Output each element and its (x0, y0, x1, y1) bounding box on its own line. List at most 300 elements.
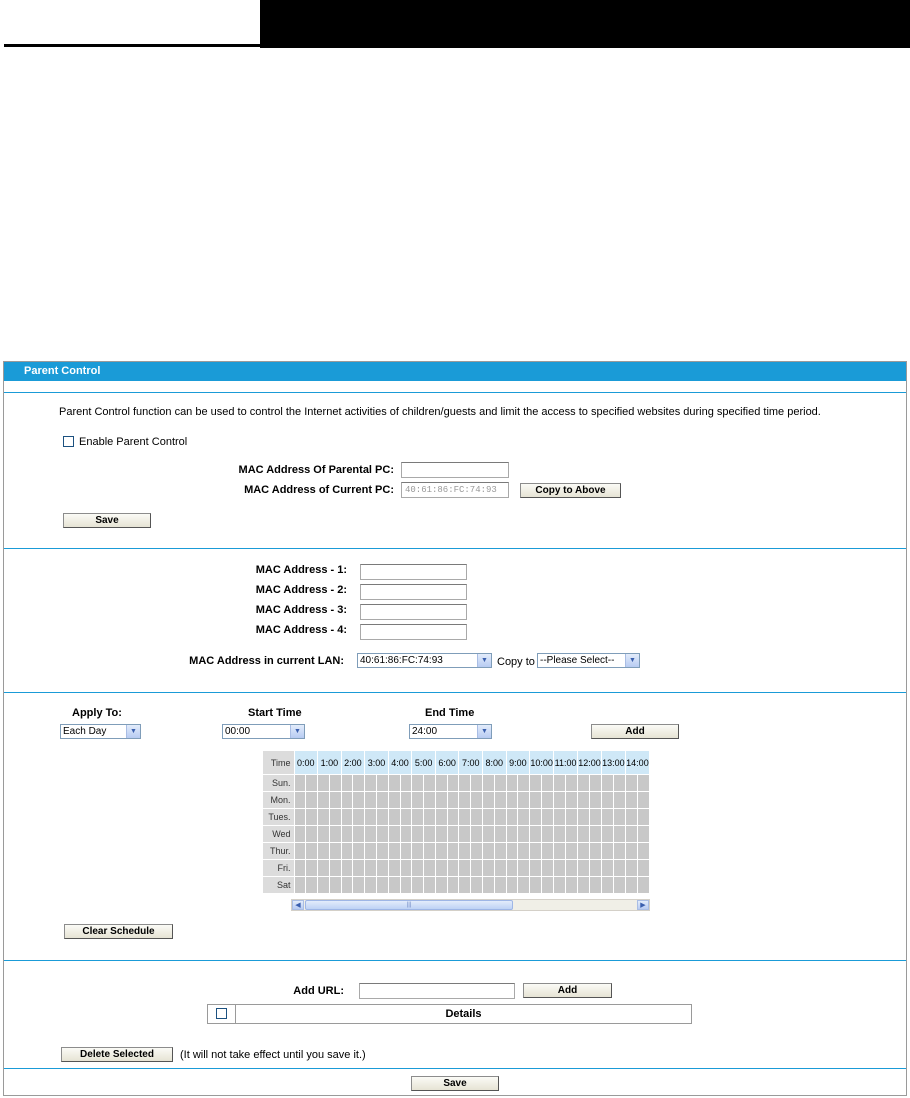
schedule-cell[interactable] (625, 775, 637, 792)
schedule-cell[interactable] (459, 860, 471, 877)
schedule-cell[interactable] (318, 792, 330, 809)
schedule-cell[interactable] (341, 792, 353, 809)
start-time-label: Start Time (248, 707, 302, 719)
schedule-cell[interactable] (530, 809, 542, 826)
schedule-cell[interactable] (424, 775, 436, 792)
schedule-cell[interactable] (388, 877, 400, 894)
schedule-hour-header: 5:00 (412, 751, 436, 775)
schedule-cell[interactable] (637, 809, 649, 826)
mac-address-2-label: MAC Address - 2: (255, 584, 347, 596)
schedule-cell[interactable] (530, 860, 542, 877)
schedule-cell[interactable] (494, 877, 506, 894)
select-all-checkbox[interactable] (216, 1008, 227, 1019)
save-note: (It will not take effect until you save it.) (180, 1049, 366, 1061)
start-time-selected: 00:00 (225, 726, 251, 737)
schedule-cell[interactable] (613, 860, 625, 877)
schedule-cell[interactable] (329, 775, 341, 792)
schedule-cell[interactable] (388, 826, 400, 843)
schedule-cell[interactable] (412, 775, 424, 792)
schedule-cell[interactable] (294, 860, 306, 877)
chevron-down-icon[interactable]: ▼ (625, 654, 639, 667)
schedule-cell[interactable] (601, 860, 613, 877)
panel-description: Parent Control function can be used to control the Internet activities of children/guests and limit the access to specified websites during specified time period. (59, 406, 821, 418)
schedule-row (263, 860, 650, 877)
schedule-hour-header: 6:00 (435, 751, 459, 775)
schedule-cell[interactable] (306, 809, 318, 826)
schedule-cell[interactable] (566, 860, 578, 877)
add-url-button[interactable]: Add (523, 983, 612, 998)
schedule-cell[interactable] (625, 843, 637, 860)
schedule-cell[interactable] (294, 809, 306, 826)
schedule-cell[interactable] (518, 826, 530, 843)
schedule-cell[interactable] (412, 792, 424, 809)
schedule-cell[interactable] (306, 877, 318, 894)
schedule-cell[interactable] (625, 809, 637, 826)
mac-address-1-label: MAC Address - 1: (255, 564, 347, 576)
schedule-cell[interactable] (424, 860, 436, 877)
schedule-day-label: Sun. (263, 775, 295, 792)
schedule-cell[interactable] (637, 860, 649, 877)
schedule-cell[interactable] (329, 826, 341, 843)
schedule-cell[interactable] (542, 826, 554, 843)
chevron-down-icon[interactable]: ▼ (477, 654, 491, 667)
schedule-cell[interactable] (471, 843, 483, 860)
schedule-cell[interactable] (377, 809, 389, 826)
schedule-cell[interactable] (365, 843, 377, 860)
scroll-thumb[interactable]: ||| (305, 900, 513, 910)
copy-to-label: Copy to (497, 656, 535, 668)
schedule-cell[interactable] (447, 877, 459, 894)
schedule-row (263, 809, 650, 826)
mac-address-2-input[interactable] (360, 584, 467, 600)
schedule-day-label: Thur. (263, 843, 295, 860)
schedule-grid (262, 750, 650, 910)
schedule-cell[interactable] (329, 877, 341, 894)
schedule-cell[interactable] (506, 843, 518, 860)
schedule-cell[interactable] (341, 809, 353, 826)
scroll-left-icon[interactable]: ◀ (292, 900, 304, 910)
schedule-cell[interactable] (530, 792, 542, 809)
schedule-cell[interactable] (306, 860, 318, 877)
add-schedule-button[interactable]: Add (591, 724, 679, 739)
enable-parent-control-label: Enable Parent Control (79, 436, 188, 448)
schedule-cell[interactable] (483, 843, 495, 860)
schedule-day-label: Sat (263, 877, 295, 894)
schedule-cell[interactable] (601, 843, 613, 860)
schedule-cell[interactable] (554, 877, 566, 894)
schedule-cell[interactable] (494, 809, 506, 826)
schedule-cell[interactable] (435, 860, 447, 877)
schedule-cell[interactable] (578, 775, 590, 792)
start-time-select[interactable] (222, 724, 305, 739)
schedule-cell[interactable] (483, 792, 495, 809)
schedule-cell[interactable] (578, 809, 590, 826)
schedule-cell[interactable] (400, 843, 412, 860)
schedule-cell[interactable] (601, 877, 613, 894)
schedule-cell[interactable] (554, 860, 566, 877)
schedule-cell[interactable] (542, 792, 554, 809)
schedule-cell[interactable] (506, 792, 518, 809)
schedule-cell[interactable] (353, 826, 365, 843)
schedule-cell[interactable] (377, 826, 389, 843)
end-time-label: End Time (425, 707, 475, 719)
save-button-footer[interactable]: Save (411, 1076, 499, 1091)
schedule-cell[interactable] (554, 775, 566, 792)
schedule-cell[interactable] (306, 775, 318, 792)
schedule-cell[interactable] (494, 826, 506, 843)
schedule-cell[interactable] (589, 826, 601, 843)
schedule-cell[interactable] (589, 809, 601, 826)
schedule-day-label: Tues. (263, 809, 295, 826)
schedule-cell[interactable] (613, 826, 625, 843)
schedule-cell[interactable] (471, 826, 483, 843)
schedule-cell[interactable] (318, 877, 330, 894)
schedule-cell[interactable] (613, 843, 625, 860)
schedule-cell[interactable] (542, 775, 554, 792)
schedule-cell[interactable] (377, 792, 389, 809)
chevron-down-icon[interactable]: ▼ (290, 725, 304, 738)
schedule-cell[interactable] (377, 775, 389, 792)
schedule-cell[interactable] (566, 775, 578, 792)
schedule-cell[interactable] (542, 843, 554, 860)
schedule-hour-header: 0:00 (294, 751, 318, 775)
schedule-cell[interactable] (447, 826, 459, 843)
schedule-cell[interactable] (435, 792, 447, 809)
schedule-cell[interactable] (518, 860, 530, 877)
section-divider (4, 960, 906, 961)
schedule-cell[interactable] (506, 877, 518, 894)
schedule-time-label: Time (263, 751, 295, 775)
add-url-input[interactable] (359, 983, 515, 999)
schedule-hour-header: 1:00 (318, 751, 342, 775)
mac-address-1-input[interactable] (360, 564, 467, 580)
clear-schedule-button[interactable]: Clear Schedule (64, 924, 173, 939)
schedule-cell[interactable] (483, 877, 495, 894)
apply-to-label: Apply To: (72, 707, 122, 719)
schedule-cell[interactable] (459, 826, 471, 843)
header-black-block (260, 0, 910, 48)
schedule-cell[interactable] (613, 809, 625, 826)
schedule-cell[interactable] (365, 809, 377, 826)
schedule-cell[interactable] (530, 843, 542, 860)
schedule-cell[interactable] (318, 826, 330, 843)
schedule-cell[interactable] (566, 877, 578, 894)
schedule-cell[interactable] (377, 843, 389, 860)
document-header-bar (0, 0, 910, 48)
schedule-cell[interactable] (353, 775, 365, 792)
scroll-right-icon[interactable]: ▶ (637, 900, 649, 910)
mac-address-3-label: MAC Address - 3: (255, 604, 347, 616)
schedule-hour-header: 9:00 (506, 751, 530, 775)
schedule-cell[interactable] (494, 775, 506, 792)
schedule-hour-header: 3:00 (365, 751, 389, 775)
schedule-cell[interactable] (459, 775, 471, 792)
schedule-cell[interactable] (353, 843, 365, 860)
copy-to-selected: --Please Select-- (540, 655, 615, 666)
schedule-cell[interactable] (589, 877, 601, 894)
schedule-cell[interactable] (601, 826, 613, 843)
section-divider (4, 392, 906, 393)
schedule-cell[interactable] (318, 860, 330, 877)
schedule-cell[interactable] (388, 860, 400, 877)
schedule-cell[interactable] (435, 809, 447, 826)
schedule-cell[interactable] (294, 792, 306, 809)
schedule-cell[interactable] (589, 792, 601, 809)
schedule-cell[interactable] (625, 877, 637, 894)
schedule-cell[interactable] (294, 877, 306, 894)
enable-parent-control-checkbox[interactable] (63, 436, 74, 447)
schedule-cell[interactable] (447, 792, 459, 809)
schedule-cell[interactable] (353, 860, 365, 877)
apply-to-selected: Each Day (63, 726, 107, 737)
schedule-cell[interactable] (318, 775, 330, 792)
schedule-cell[interactable] (471, 792, 483, 809)
schedule-cell[interactable] (589, 843, 601, 860)
schedule-cell[interactable] (566, 809, 578, 826)
schedule-cell[interactable] (400, 809, 412, 826)
schedule-cell[interactable] (542, 877, 554, 894)
apply-to-select[interactable] (60, 724, 141, 739)
schedule-cell[interactable] (530, 775, 542, 792)
end-time-select[interactable] (409, 724, 492, 739)
schedule-cell[interactable] (518, 843, 530, 860)
schedule-cell[interactable] (388, 843, 400, 860)
schedule-cell[interactable] (400, 860, 412, 877)
schedule-cell[interactable] (494, 843, 506, 860)
schedule-cell[interactable] (412, 843, 424, 860)
schedule-cell[interactable] (471, 877, 483, 894)
chevron-down-icon[interactable]: ▼ (477, 725, 491, 738)
schedule-cell[interactable] (400, 775, 412, 792)
schedule-hour-header: 4:00 (388, 751, 412, 775)
schedule-cell[interactable] (306, 826, 318, 843)
schedule-cell[interactable] (483, 775, 495, 792)
schedule-cell[interactable] (459, 809, 471, 826)
schedule-cell[interactable] (365, 826, 377, 843)
schedule-cell[interactable] (578, 877, 590, 894)
schedule-cell[interactable] (483, 826, 495, 843)
mac-address-3-input[interactable] (360, 604, 467, 620)
schedule-cell[interactable] (542, 809, 554, 826)
schedule-cell[interactable] (601, 775, 613, 792)
section-divider (4, 692, 906, 693)
schedule-cell[interactable] (318, 809, 330, 826)
schedule-cell[interactable] (353, 809, 365, 826)
schedule-hour-header: 8:00 (483, 751, 507, 775)
schedule-cell[interactable] (459, 843, 471, 860)
schedule-cell[interactable] (589, 775, 601, 792)
schedule-cell[interactable] (483, 860, 495, 877)
parent-control-panel (3, 361, 907, 1096)
schedule-cell[interactable] (377, 860, 389, 877)
lan-mac-selected: 40:61:86:FC:74:93 (360, 655, 443, 666)
schedule-cell[interactable] (388, 809, 400, 826)
copy-to-above-button[interactable]: Copy to Above (520, 483, 621, 498)
schedule-cell[interactable] (341, 860, 353, 877)
schedule-cell[interactable] (554, 826, 566, 843)
schedule-cell[interactable] (637, 775, 649, 792)
schedule-cell[interactable] (613, 792, 625, 809)
schedule-cell[interactable] (365, 860, 377, 877)
parental-mac-input[interactable] (401, 462, 509, 478)
schedule-cell[interactable] (518, 809, 530, 826)
schedule-cell[interactable] (613, 775, 625, 792)
schedule-cell[interactable] (625, 860, 637, 877)
mac-address-4-input[interactable] (360, 624, 467, 640)
schedule-cell[interactable] (424, 826, 436, 843)
schedule-cell[interactable] (483, 809, 495, 826)
schedule-cell[interactable] (318, 843, 330, 860)
schedule-cell[interactable] (530, 826, 542, 843)
schedule-cell[interactable] (471, 809, 483, 826)
schedule-row (263, 843, 650, 860)
schedule-cell[interactable] (637, 792, 649, 809)
schedule-cell[interactable] (518, 792, 530, 809)
schedule-cell[interactable] (353, 877, 365, 894)
schedule-cell[interactable] (637, 877, 649, 894)
schedule-hour-header: 13:00 (601, 751, 625, 775)
schedule-cell[interactable] (447, 775, 459, 792)
schedule-cell[interactable] (578, 826, 590, 843)
header-white-block (0, 0, 260, 48)
schedule-cell[interactable] (412, 826, 424, 843)
schedule-cell[interactable] (447, 843, 459, 860)
schedule-cell[interactable] (341, 826, 353, 843)
schedule-cell[interactable] (625, 792, 637, 809)
schedule-cell[interactable] (506, 826, 518, 843)
schedule-row (263, 877, 650, 894)
schedule-cell[interactable] (625, 826, 637, 843)
schedule-cell[interactable] (329, 843, 341, 860)
schedule-hour-header: 14:00 (625, 751, 649, 775)
schedule-cell[interactable] (506, 809, 518, 826)
schedule-cell[interactable] (388, 792, 400, 809)
schedule-cell[interactable] (424, 792, 436, 809)
schedule-cell[interactable] (554, 843, 566, 860)
schedule-cell[interactable] (424, 809, 436, 826)
schedule-cell[interactable] (518, 877, 530, 894)
url-table (207, 1004, 692, 1024)
schedule-cell[interactable] (637, 826, 649, 843)
schedule-cell[interactable] (341, 877, 353, 894)
schedule-cell[interactable] (578, 843, 590, 860)
schedule-cell[interactable] (613, 877, 625, 894)
schedule-cell[interactable] (412, 860, 424, 877)
schedule-cell[interactable] (329, 809, 341, 826)
schedule-cell[interactable] (566, 792, 578, 809)
schedule-cell[interactable] (365, 877, 377, 894)
lan-mac-select[interactable] (357, 653, 492, 668)
schedule-cell[interactable] (601, 792, 613, 809)
schedule-cell[interactable] (494, 860, 506, 877)
add-url-label: Add URL: (293, 985, 344, 997)
panel-title: Parent Control (4, 362, 906, 381)
schedule-cell[interactable] (506, 860, 518, 877)
schedule-hour-header: 2:00 (341, 751, 365, 775)
schedule-cell[interactable] (506, 775, 518, 792)
schedule-cell[interactable] (365, 792, 377, 809)
schedule-hour-header: 12:00 (578, 751, 602, 775)
schedule-cell[interactable] (494, 792, 506, 809)
schedule-cell[interactable] (435, 877, 447, 894)
schedule-cell[interactable] (435, 843, 447, 860)
schedule-cell[interactable] (341, 843, 353, 860)
schedule-cell[interactable] (435, 775, 447, 792)
schedule-cell[interactable] (329, 860, 341, 877)
schedule-day-label: Fri. (263, 860, 295, 877)
schedule-cell[interactable] (294, 843, 306, 860)
delete-selected-button[interactable]: Delete Selected (61, 1047, 173, 1062)
schedule-cell[interactable] (471, 775, 483, 792)
schedule-cell[interactable] (400, 792, 412, 809)
schedule-hour-header: 11:00 (554, 751, 578, 775)
schedule-cell[interactable] (554, 809, 566, 826)
schedule-cell[interactable] (459, 877, 471, 894)
parental-mac-label: MAC Address Of Parental PC: (238, 464, 394, 476)
schedule-cell[interactable] (294, 775, 306, 792)
schedule-cell[interactable] (329, 792, 341, 809)
schedule-cell[interactable] (637, 843, 649, 860)
schedule-scrollbar[interactable] (291, 899, 650, 911)
schedule-cell[interactable] (471, 860, 483, 877)
schedule-cell[interactable] (377, 877, 389, 894)
mac-address-4-label: MAC Address - 4: (255, 624, 347, 636)
schedule-cell[interactable] (578, 860, 590, 877)
schedule-day-label: Wed (263, 826, 295, 843)
save-button-1[interactable]: Save (63, 513, 151, 528)
schedule-cell[interactable] (424, 843, 436, 860)
schedule-cell[interactable] (412, 877, 424, 894)
schedule-row (263, 792, 650, 809)
schedule-cell[interactable] (447, 809, 459, 826)
schedule-cell[interactable] (554, 792, 566, 809)
schedule-table (262, 750, 650, 894)
schedule-cell[interactable] (400, 826, 412, 843)
schedule-cell[interactable] (566, 826, 578, 843)
chevron-down-icon[interactable]: ▼ (126, 725, 140, 738)
schedule-cell[interactable] (518, 775, 530, 792)
schedule-cell[interactable] (566, 843, 578, 860)
schedule-cell[interactable] (294, 826, 306, 843)
copy-to-select[interactable] (537, 653, 640, 668)
schedule-cell[interactable] (542, 860, 554, 877)
lan-mac-label: MAC Address in current LAN: (189, 655, 344, 667)
schedule-cell[interactable] (424, 877, 436, 894)
schedule-cell[interactable] (388, 775, 400, 792)
schedule-hour-header: 10:00 (530, 751, 554, 775)
schedule-cell[interactable] (589, 860, 601, 877)
details-header: Details (445, 1008, 482, 1020)
header-underline (4, 44, 260, 47)
schedule-cell[interactable] (306, 792, 318, 809)
schedule-hour-header: 7:00 (459, 751, 483, 775)
schedule-cell[interactable] (447, 860, 459, 877)
schedule-cell[interactable] (601, 809, 613, 826)
schedule-cell[interactable] (365, 775, 377, 792)
schedule-cell[interactable] (459, 792, 471, 809)
schedule-cell[interactable] (353, 792, 365, 809)
section-divider (4, 1068, 906, 1069)
schedule-cell[interactable] (400, 877, 412, 894)
schedule-cell[interactable] (530, 877, 542, 894)
schedule-cell[interactable] (306, 843, 318, 860)
schedule-cell[interactable] (578, 792, 590, 809)
schedule-cell[interactable] (412, 809, 424, 826)
schedule-cell[interactable] (341, 775, 353, 792)
schedule-cell[interactable] (435, 826, 447, 843)
section-divider (4, 548, 906, 549)
current-mac-input[interactable]: 40:61:86:FC:74:93 (401, 482, 509, 498)
